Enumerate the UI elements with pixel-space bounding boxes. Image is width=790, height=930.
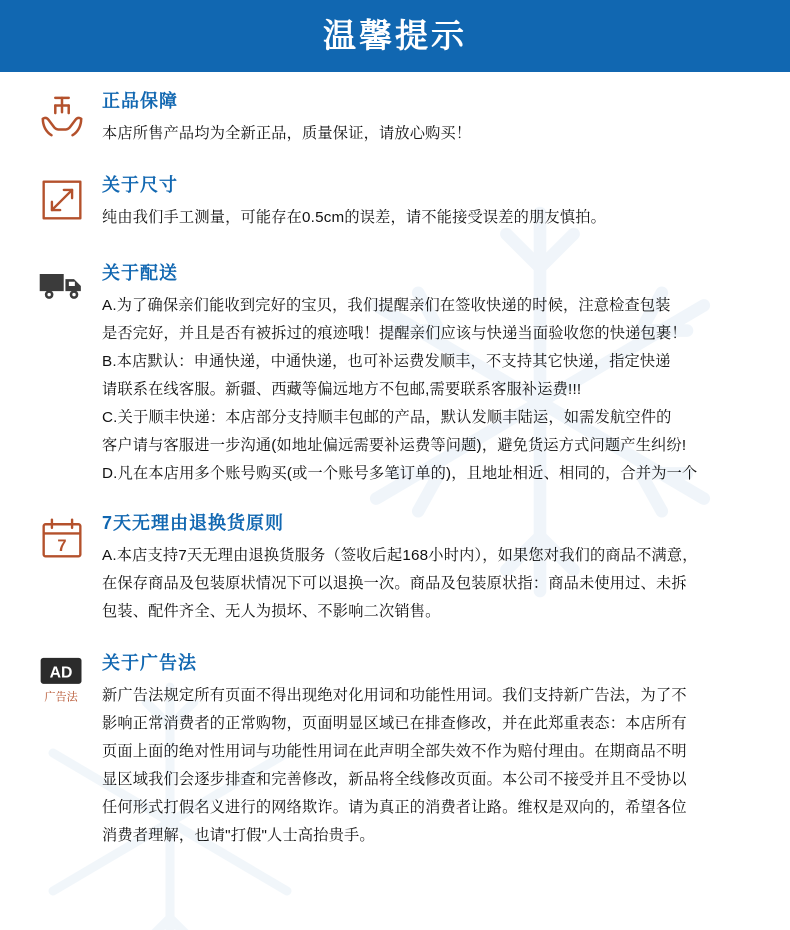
- hands-holding-genuine-icon: [39, 94, 85, 140]
- ad-law-icon: [37, 656, 87, 708]
- section-title: 关于广告法: [102, 653, 197, 673]
- section-body: [98, 174, 768, 232]
- section-line: D.凡在本店用多个账号购买(或一个账号多笔订单的)，且地址相近、相同的，合并为一个: [102, 465, 698, 482]
- icon-container: [26, 512, 98, 574]
- section-about-size: [0, 174, 790, 236]
- section-seven-day-return: [0, 512, 790, 626]
- section-line: A.本店支持7天无理由退换货服务（签收后起168小时内），如果您对我们的商品不满意，: [102, 547, 698, 564]
- tips-content: [0, 72, 790, 850]
- section-body: [98, 512, 768, 626]
- section-line: C.关于顺丰快递：本店部分支持顺丰包邮的产品，默认发顺丰陆运，如需发航空件的: [102, 409, 672, 426]
- icon-container: [26, 174, 98, 236]
- section-body: [98, 262, 768, 488]
- section-body: [98, 652, 768, 850]
- section-line: 纯由我们手工测量，可能存在0.5cm的误差，请不能接受误差的朋友慎拍。: [102, 209, 606, 226]
- page-header: [0, 0, 790, 72]
- section-line: A.为了确保亲们能收到完好的宝贝，我们提醒亲们在签收快递的时候，注意检查包装: [102, 297, 671, 314]
- icon-container: [26, 262, 98, 324]
- diagonal-arrows-size-icon: [40, 178, 84, 222]
- section-line: 在保存商品及包装原状情况下可以退换一次。商品及包装原状指：商品未使用过、未拆: [102, 575, 687, 592]
- section-body: [98, 90, 768, 148]
- calendar-7-days-icon: [40, 516, 84, 560]
- section-line: 请联系在线客服。新疆、西藏等偏远地方不包邮,需要联系客服补运费!!!: [102, 381, 582, 398]
- section-line: 任何形式打假名义进行的网络欺诈。请为真正的消费者让路。维权是双向的，希望各位: [102, 799, 687, 816]
- section-line: 消费者理解，也请"打假"人士高抬贵手。: [102, 827, 375, 844]
- section-line: 页面上面的绝对性用词与功能性用词在此声明全部失效不作为赔付理由。在期商品不明: [102, 743, 687, 760]
- section-title: 7天无理由退换货原则: [102, 513, 285, 533]
- icon-container: [26, 90, 98, 152]
- section-line: 显区域我们会逐步排查和完善修改，新品将全线修改页面。本公司不接受并且不受协以: [102, 771, 687, 788]
- section-line: 是否完好，并且是否有被拆过的痕迹哦！提醒亲们应该与快递当面验收您的快递包裹！: [102, 325, 687, 342]
- section-line: 包装、配件齐全、无人为损坏、不影响二次销售。: [102, 603, 441, 620]
- delivery-truck-icon: [38, 266, 86, 306]
- section-line: 本店所售产品均为全新正品，质量保证，请放心购买！: [102, 125, 472, 142]
- ad-badge-label: AD: [49, 664, 73, 682]
- section-line: 影响正常消费者的正常购物，页面明显区域已在排查修改，并在此郑重表态：本店所有: [102, 715, 687, 732]
- section-genuine-guarantee: [0, 90, 790, 152]
- section-advertising-law: [0, 652, 790, 850]
- ad-sublabel: 广告法: [44, 691, 78, 704]
- section-title: 关于配送: [102, 263, 178, 283]
- section-line: 新广告法规定所有页面不得出现绝对化用词和功能性用词。我们支持新广告法，为了不: [102, 687, 687, 704]
- section-line: 客户请与客服进一步沟通(如地址偏远需要补运费等问题)，避免货运方式问题产生纠纷!: [102, 437, 687, 454]
- calendar-number-label: 7: [57, 536, 67, 555]
- section-about-shipping: [0, 262, 790, 488]
- section-line: B.本店默认：申通快递，中通快递，也可补运费发顺丰，不支持其它快递，指定快递: [102, 353, 671, 370]
- section-title: 关于尺寸: [102, 175, 178, 195]
- page-title: 温馨提示: [323, 17, 467, 54]
- section-title: 正品保障: [102, 91, 178, 111]
- icon-container: [26, 652, 98, 714]
